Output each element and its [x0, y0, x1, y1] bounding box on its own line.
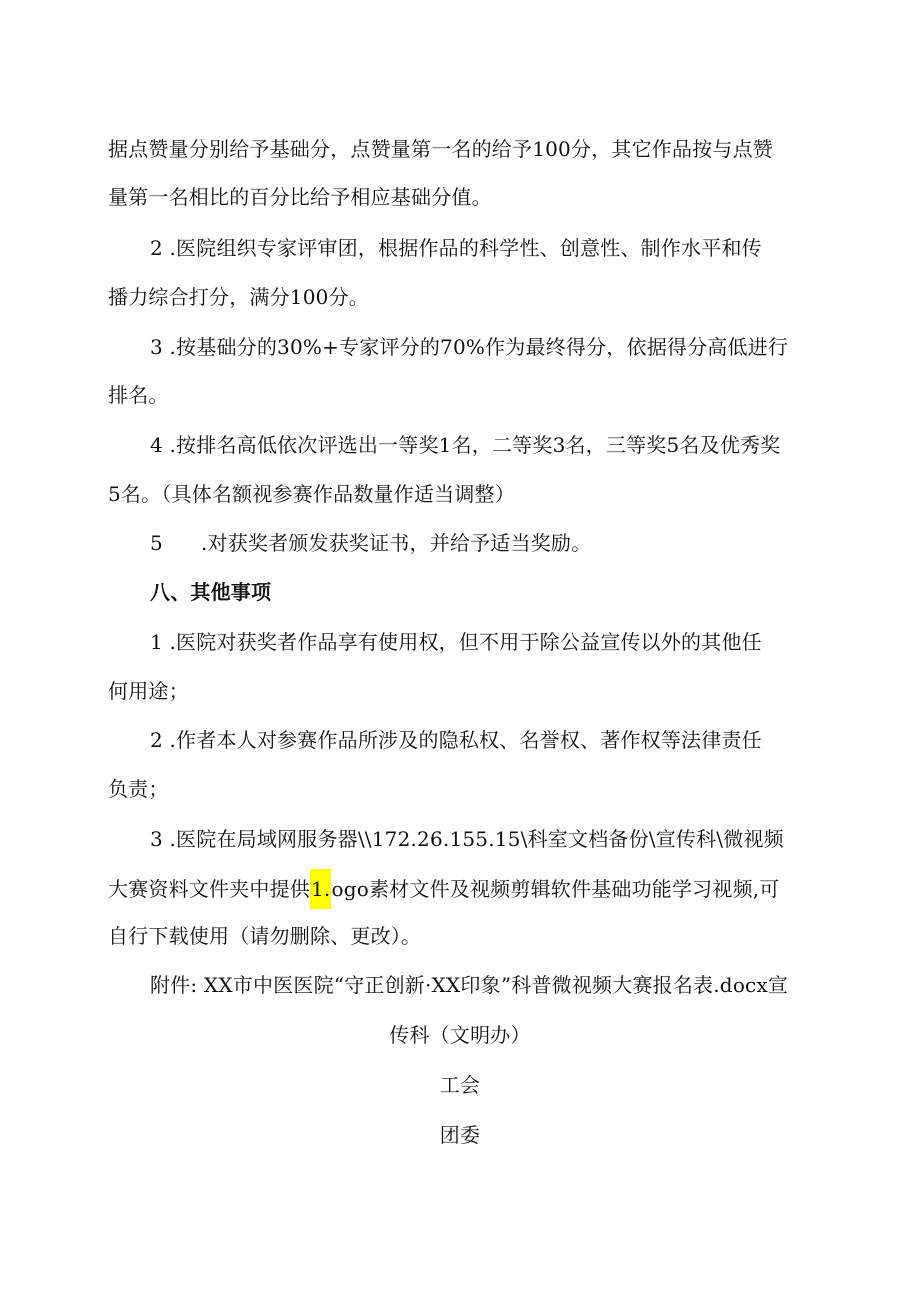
body-line: 量第一名相比的百分比给予相应基础分值。: [108, 185, 492, 209]
body-line: 据点赞量分别给予基础分，点赞量第一名的给予100分，其它作品按与点赞: [108, 137, 773, 161]
body-line: 何用途；: [108, 679, 189, 703]
other-item-3: 3 .医院在局域网服务器\\172.26.155.15\科室文档备份\宣传科\微视频: [150, 827, 784, 851]
body-line: 负责；: [108, 777, 169, 801]
list-item-2: 2 .医院组织专家评审团，根据作品的科学性、创意性、制作水平和传: [150, 236, 762, 260]
body-line: 5名。（具体名额视参赛作品数量作适当调整）: [108, 482, 515, 506]
other-item-2: 2 .作者本人对参赛作品所涉及的隐私权、名誉权、著作权等法律责任: [150, 728, 762, 752]
logo-line-after: ogo素材文件及视频剪辑软件基础功能学习视频,可: [331, 877, 780, 901]
list-item-3: 3 .按基础分的30%+专家评分的70%作为最终得分，依据得分高低进行: [150, 335, 789, 359]
signature-youth-league: 团委: [439, 1123, 481, 1147]
body-line: 自行下载使用（请勿删除、更改）。: [108, 924, 422, 948]
highlighted-text: 1.: [310, 869, 331, 909]
list-item-5-text: .对获奖者颁发获奖证书，并给予适当奖励。: [200, 531, 592, 555]
signature-publicity: 传科（文明办）: [389, 1023, 531, 1047]
body-line-logo: [108, 875, 780, 903]
list-item-5: [150, 529, 591, 557]
list-item-5-number: 5: [150, 531, 163, 555]
logo-line-before: 大赛资料文件夹中提供: [108, 877, 310, 901]
list-item-4: 4 .按排名高低依次评选出一等奖1名，二等奖3名，三等奖5名及优秀奖: [150, 433, 781, 457]
signature-union: 工会: [439, 1073, 481, 1097]
section-heading: 八、其他事项: [150, 580, 272, 604]
other-item-1: 1 .医院对获奖者作品享有使用权，但不用于除公益宣传以外的其他任: [150, 630, 762, 654]
attachment-line: 附件: XX市中医医院“守正创新·XX印象”科普微视频大赛报名表.docx宣: [150, 973, 789, 997]
body-line: 播力综合打分，满分100分。: [108, 285, 369, 309]
body-line: 排名。: [108, 383, 169, 407]
